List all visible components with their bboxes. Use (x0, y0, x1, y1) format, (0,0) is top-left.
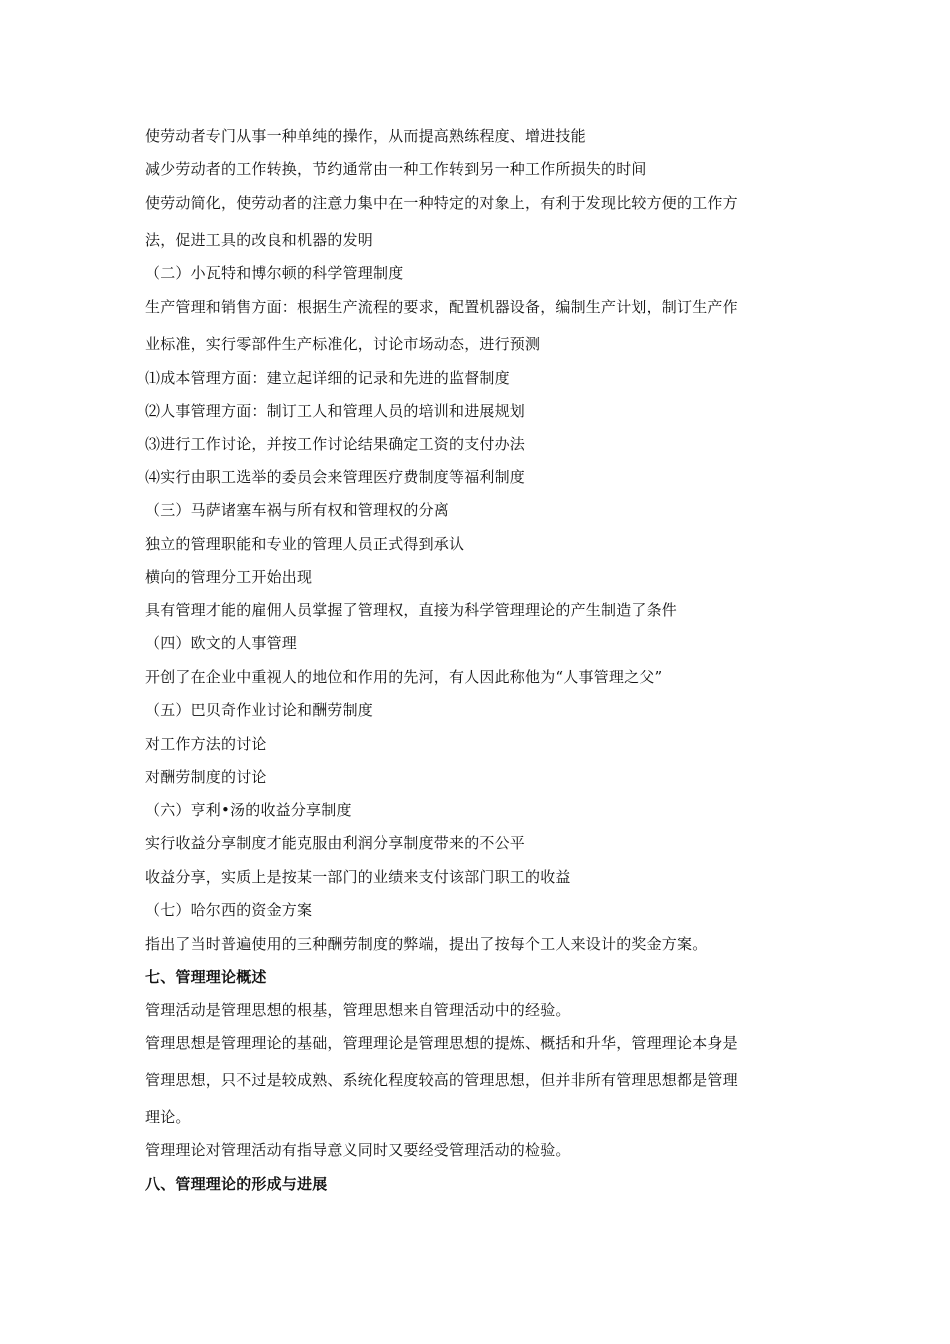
subsection-heading: （三）马萨诸塞车祸与所有权和管理权的分离 (145, 501, 450, 519)
paragraph-line: 对工作方法的讨论 (145, 735, 267, 753)
list-item: ⑶进行工作讨论，并按工作讨论结果确定工资的支付办法 (145, 435, 526, 453)
subsection-heading: （五）巴贝奇作业讨论和酬劳制度 (145, 701, 374, 719)
subsection-heading: （四）欧文的人事管理 (145, 634, 298, 652)
list-item: ⑴成本管理方面：建立起详细的记录和先进的监督制度 (145, 369, 510, 387)
list-item: ⑷实行由职工选举的委员会来管理医疗费制度等福利制度 (145, 468, 526, 486)
paragraph-line: 实行收益分享制度才能克服由利润分享制度带来的不公平 (145, 834, 526, 852)
paragraph-line: 管理思想，只不过是较成熟、系统化程度较高的管理思想，但并非所有管理思想都是管理 (145, 1071, 738, 1089)
paragraph-line: 生产管理和销售方面：根据生产流程的要求，配置机器设备，编制生产计划，制订生产作 (145, 298, 738, 316)
paragraph-line: 具有管理才能的雇佣人员掌握了管理权，直接为科学管理理论的产生制造了条件 (145, 601, 678, 619)
section-heading: 八、管理理论的形成与进展 (145, 1175, 328, 1193)
section-heading: 七、管理理论概述 (145, 968, 267, 986)
paragraph-line: 独立的管理职能和专业的管理人员正式得到承认 (145, 535, 465, 553)
paragraph-line: 开创了在企业中重视人的地位和作用的先河，有人因此称他为“人事管理之父” (145, 668, 663, 686)
list-item: ⑵人事管理方面：制订工人和管理人员的培训和进展规划 (145, 402, 526, 420)
paragraph-line: 横向的管理分工开始出现 (145, 568, 313, 586)
paragraph-line: 对酬劳制度的讨论 (145, 768, 267, 786)
paragraph-line: 收益分享，实质上是按某一部门的业绩来支付该部门职工的收益 (145, 868, 571, 886)
paragraph-line: 管理思想是管理理论的基础，管理理论是管理思想的提炼、概括和升华，管理理论本身是 (145, 1034, 738, 1052)
paragraph-line: 管理理论对管理活动有指导意义同时又要经受管理活动的检验。 (145, 1141, 571, 1159)
paragraph-line: 指出了当时普遍使用的三种酬劳制度的弊端，提出了按每个工人来设计的奖金方案。 (145, 935, 708, 953)
paragraph-line: 业标准，实行零部件生产标准化，讨论市场动态，进行预测 (145, 335, 541, 353)
paragraph-line: 法，促进工具的改良和机器的发明 (145, 231, 374, 249)
subsection-heading: （二）小瓦特和博尔顿的科学管理制度 (145, 264, 404, 282)
subsection-heading: （七）哈尔西的资金方案 (145, 901, 313, 919)
subsection-heading: （六）亨利•汤的收益分享制度 (145, 801, 352, 819)
paragraph-line: 理论。 (145, 1108, 191, 1126)
paragraph-line: 使劳动者专门从事一种单纯的操作，从而提高熟练程度、增进技能 (145, 127, 586, 145)
paragraph-line: 减少劳动者的工作转换，节约通常由一种工作转到另一种工作所损失的时间 (145, 160, 647, 178)
paragraph-line: 使劳动简化，使劳动者的注意力集中在一种特定的对象上，有利于发现比较方便的工作方 (145, 194, 738, 212)
paragraph-line: 管理活动是管理思想的根基，管理思想来自管理活动中的经验。 (145, 1001, 571, 1019)
